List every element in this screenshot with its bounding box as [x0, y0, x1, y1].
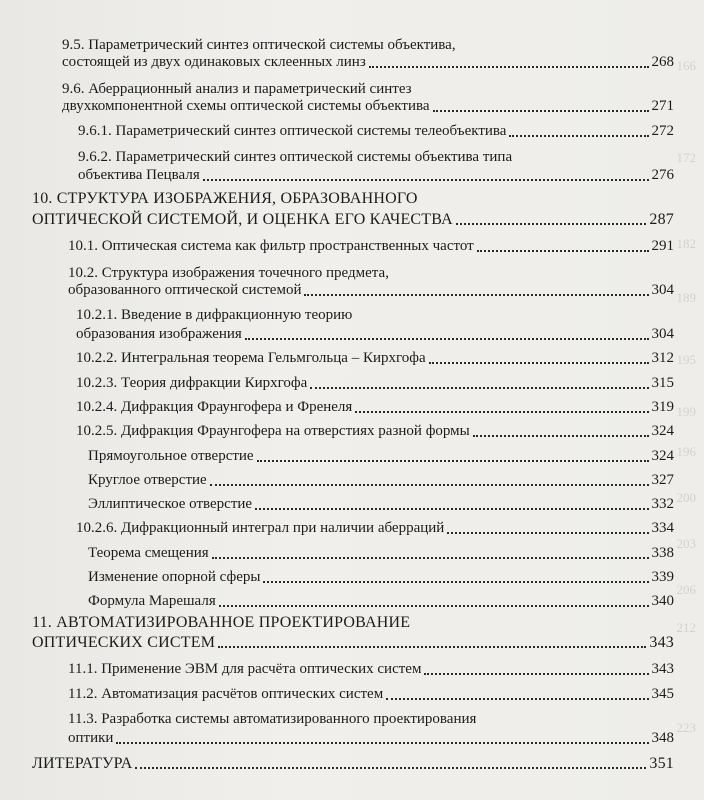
- dot-leader: [116, 742, 648, 744]
- page-number: 332: [651, 496, 674, 512]
- page-number: 304: [651, 326, 674, 342]
- page-number: 334: [651, 520, 674, 536]
- toc-entry-title: Эллиптическое отверстие: [88, 496, 253, 512]
- toc-entry-9-5[interactable]: [62, 53, 674, 72]
- toc-entry-title: Формула Марешаля: [88, 593, 216, 609]
- page-number: 287: [649, 211, 674, 228]
- dot-leader: [310, 387, 648, 389]
- dot-leader: [135, 767, 646, 769]
- dot-leader: [369, 66, 649, 68]
- toc-entry-9-6-2[interactable]: [78, 166, 674, 185]
- toc-entry-11-2[interactable]: [68, 685, 674, 704]
- dot-leader: [433, 110, 649, 112]
- toc-entry-11-3-line1: 11.3. Разработка системы автоматизированного проектирования: [68, 711, 477, 727]
- page-number: 339: [651, 569, 674, 585]
- dot-leader: [355, 411, 648, 413]
- page-number: 340: [651, 593, 674, 609]
- page-number: 272: [651, 123, 674, 139]
- toc-entry-title: Прямоугольное отверстие: [88, 448, 254, 464]
- toc-entry-title: Круглое отверстие: [88, 472, 207, 488]
- dot-leader: [245, 338, 649, 340]
- toc-entry-title: Изменение опорной сферы: [88, 569, 261, 585]
- page-number: 351: [649, 755, 674, 772]
- toc-entry-10-2-6[interactable]: [76, 519, 674, 538]
- toc-entry-9-6-line1: 9.6. Аберрационный анализ и параметрический синтез: [62, 81, 412, 97]
- toc-entry-10-2-line1: 10.2. Структура изображения точечного предмета,: [68, 265, 389, 281]
- page-number: 319: [651, 399, 674, 415]
- dot-leader: [212, 557, 649, 559]
- page-number: 345: [651, 686, 674, 702]
- toc-entry-title: оптики: [68, 730, 114, 746]
- page-number: 276: [651, 167, 674, 183]
- dot-leader: [218, 646, 646, 648]
- toc-entry-10-2-2[interactable]: [76, 349, 674, 368]
- dot-leader: [304, 294, 648, 296]
- toc-entry-9-6-1[interactable]: [78, 122, 674, 141]
- chapter-11-heading-line1: 11. АВТОМАТИЗИРОВАННОЕ ПРОЕКТИРОВАНИЕ: [32, 614, 411, 631]
- dot-leader: [447, 532, 648, 534]
- dot-leader: [429, 362, 649, 364]
- page-number: 343: [651, 661, 674, 677]
- toc-entry-title: 11.2. Автоматизация расчётов оптических систем: [68, 686, 384, 702]
- chapter-10-heading-line1: 10. СТРУКТУРА ИЗОБРАЖЕНИЯ, ОБРАЗОВАННОГО: [32, 190, 418, 207]
- toc-entry-title: 10.2.6. Дифракционный интеграл при наличии аберраций: [76, 520, 445, 536]
- toc-entry-title: 10.2.2. Интегральная теорема Гельмгольца – Кирхгофа: [76, 350, 426, 366]
- dot-leader: [263, 581, 648, 583]
- toc-entry-10-2-1-line1: 10.2.1. Введение в дифракционную теорию: [76, 307, 353, 323]
- toc-entry-10-2-4[interactable]: [76, 398, 674, 417]
- page-number: 338: [651, 545, 674, 561]
- toc-entry-reference-sphere[interactable]: [88, 568, 674, 587]
- toc-entry-title: ОПТИЧЕСКОЙ СИСТЕМОЙ, И ОЦЕНКА ЕГО КАЧЕСТВА: [32, 211, 453, 228]
- toc-entry-title: образованного оптической системой: [68, 282, 302, 298]
- toc-entry-shift-theorem[interactable]: [88, 544, 674, 563]
- toc-entry-11-3[interactable]: [68, 729, 674, 748]
- toc-entry-10-1[interactable]: [68, 237, 674, 256]
- page-number: 271: [651, 98, 674, 114]
- page-number: 312: [651, 350, 674, 366]
- dot-leader: [477, 250, 649, 252]
- toc-entry-title: образования изображения: [76, 326, 242, 342]
- toc-entry-title: объектива Пецваля: [78, 167, 200, 183]
- toc-entry-title: 10.2.5. Дифракция Фраунгофера на отверстиях разной формы: [76, 423, 470, 439]
- page-number: 304: [651, 282, 674, 298]
- toc-entry-9-5-line1: 9.5. Параметрический синтез оптической системы объектива,: [62, 37, 456, 53]
- toc-entry-title: 10.2.4. Дифракция Фраунгофера и Френеля: [76, 399, 353, 415]
- page-number: 324: [651, 423, 674, 439]
- page-number: 348: [651, 730, 674, 746]
- toc-entry-9-6[interactable]: [62, 97, 674, 116]
- bleed-through-text: 166 172 182 189 195 199 196 200 203 206 212 223: [676, 58, 696, 735]
- toc-entry-11-1[interactable]: [68, 660, 674, 679]
- toc-entry-literature[interactable]: [32, 754, 674, 773]
- toc-entry-9-6-2-line1: 9.6.2. Параметрический синтез оптической системы объектива типа: [78, 149, 513, 165]
- toc-entry-10-2[interactable]: [68, 281, 674, 300]
- toc-entry-rectangular-aperture[interactable]: [88, 447, 674, 466]
- toc-entry-10-2-1[interactable]: [76, 325, 674, 344]
- page-number: 291: [651, 238, 674, 254]
- dot-leader: [257, 460, 649, 462]
- page-number: 315: [651, 375, 674, 391]
- dot-leader: [473, 435, 649, 437]
- toc-entry-title: 11.1. Применение ЭВМ для расчёта оптических систем: [68, 661, 422, 677]
- page-number: 343: [649, 634, 674, 651]
- toc-entry-title: 10.2.3. Теория дифракции Кирхгофа: [76, 375, 308, 391]
- page-number: 327: [651, 472, 674, 488]
- dot-leader: [509, 135, 648, 137]
- toc-entry-circular-aperture[interactable]: [88, 471, 674, 490]
- toc-entry-title: ОПТИЧЕСКИХ СИСТЕМ: [32, 634, 216, 651]
- dot-leader: [219, 605, 649, 607]
- toc-chapter-11[interactable]: [32, 633, 674, 652]
- page-number: 268: [651, 54, 674, 70]
- toc-entry-title: 10.1. Оптическая система как фильтр пространственных частот: [68, 238, 474, 254]
- page-number: 324: [651, 448, 674, 464]
- toc-entry-title: состоящей из двух одинаковых склеенных линз: [62, 54, 366, 70]
- toc-entry-title: двухкомпонентной схемы оптической системы объектива: [62, 98, 430, 114]
- dot-leader: [424, 673, 648, 675]
- toc-entry-title: ЛИТЕРАТУРА: [32, 755, 133, 772]
- dot-leader: [203, 179, 649, 181]
- toc-entry-marechal-formula[interactable]: [88, 592, 674, 611]
- toc-entry-10-2-5[interactable]: [76, 422, 674, 441]
- toc-chapter-10[interactable]: [32, 210, 674, 229]
- toc-entry-title: Теорема смещения: [88, 545, 209, 561]
- dot-leader: [210, 484, 649, 486]
- dot-leader: [386, 698, 648, 700]
- toc-entry-title: 9.6.1. Параметрический синтез оптической системы телеобъектива: [78, 123, 507, 139]
- toc-entry-10-2-3[interactable]: [76, 374, 674, 393]
- toc-entry-elliptical-aperture[interactable]: [88, 495, 674, 514]
- dot-leader: [456, 223, 647, 225]
- dot-leader: [255, 508, 648, 510]
